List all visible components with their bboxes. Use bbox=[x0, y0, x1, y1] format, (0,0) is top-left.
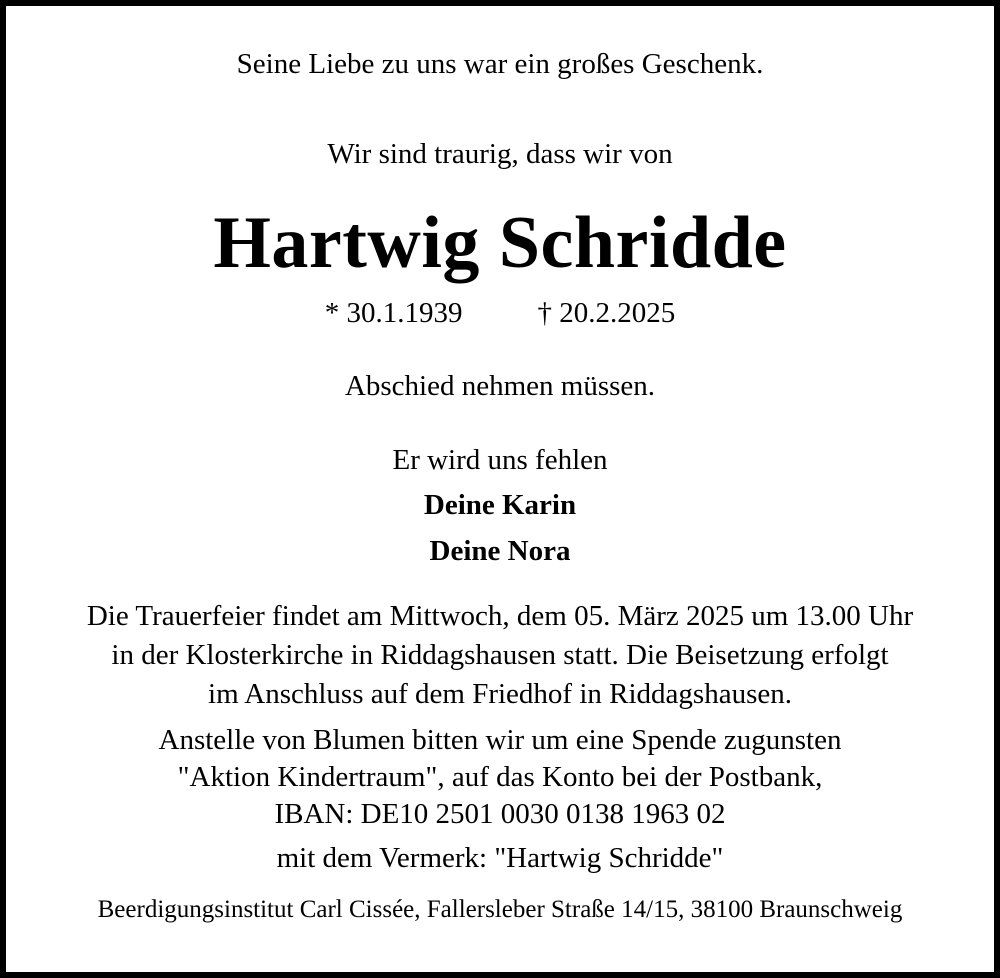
iban-line: IBAN: DE10 2501 0030 0138 1963 02 bbox=[274, 798, 726, 830]
donation-line: "Aktion Kindertraum", auf das Konto bei der Postbank, bbox=[177, 761, 823, 793]
pre-name-text: Wir sind traurig, dass wir von bbox=[327, 138, 673, 170]
signatory-nora: Deine Nora bbox=[429, 535, 571, 567]
death-date: † 20.2.2025 bbox=[537, 297, 676, 329]
signatory-karin: Deine Karin bbox=[423, 489, 577, 521]
deceased-name: Hartwig Schridde bbox=[213, 202, 787, 284]
ceremony-info bbox=[6, 597, 994, 714]
farewell-text: Abschied nehmen müssen. bbox=[344, 370, 656, 402]
ceremony-line: in der Klosterkirche in Riddagshausen statt. Die Beisetzung erfolgt bbox=[111, 639, 889, 671]
donation-reference: mit dem Vermerk: "Hartwig Schridde" bbox=[276, 842, 724, 874]
life-dates bbox=[6, 299, 994, 328]
donation-info bbox=[6, 722, 994, 833]
intro-text: Seine Liebe zu uns war ein großes Geschenk. bbox=[236, 48, 764, 80]
ceremony-line: Die Trauerfeier findet am Mittwoch, dem 05. März 2025 um 13.00 Uhr bbox=[86, 600, 914, 632]
undertaker-info: Beerdigungsinstitut Carl Cissée, Fallersleber Straße 14/15, 38100 Braunschweig bbox=[97, 896, 903, 923]
birth-date: * 30.1.1939 bbox=[324, 297, 463, 329]
ceremony-line: im Anschluss auf dem Friedhof in Riddagshausen. bbox=[208, 678, 792, 710]
missed-text: Er wird uns fehlen bbox=[392, 444, 608, 476]
donation-line: Anstelle von Blumen bitten wir um eine Spende zugunsten bbox=[158, 724, 842, 756]
